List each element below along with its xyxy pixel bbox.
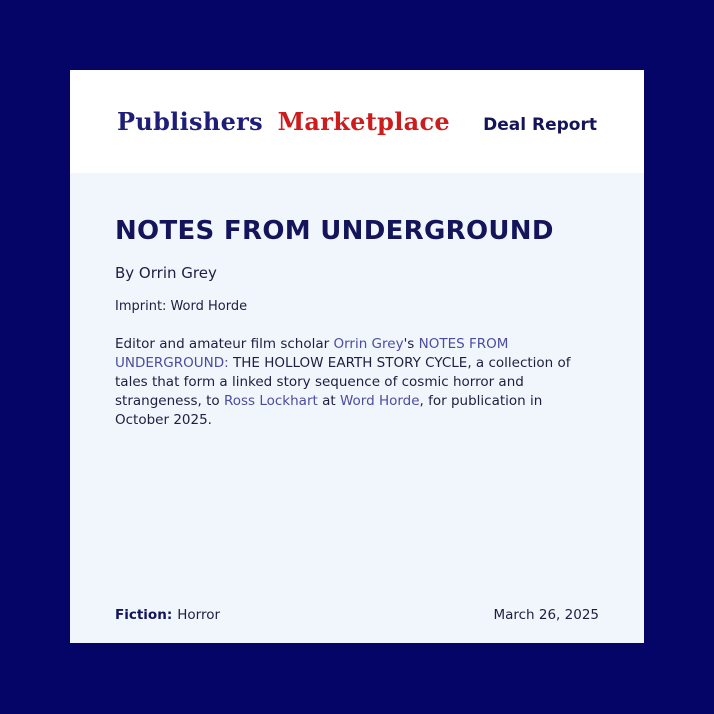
description-link[interactable]: Orrin Grey [333,335,404,352]
imprint-label: Imprint: [115,298,167,314]
description-link[interactable]: Ross Lockhart [223,392,318,409]
publishers-marketplace-logo[interactable] [117,107,450,136]
category-line [115,607,220,623]
deal-report-heading: Deal Report [483,115,597,135]
imprint-line [115,299,599,314]
imprint-value: Word Horde [170,298,248,314]
deal-date: March 26, 2025 [493,607,599,623]
category-label: Fiction: [115,607,173,623]
logo-text-marketplace: Marketplace [277,107,450,136]
author-byline: By Orrin Grey [115,263,217,282]
description-text: , for publication in October 2025. [115,392,543,428]
description-text: at [317,392,340,409]
deal-content [70,173,644,643]
category-value: Horror [177,607,221,623]
description-link[interactable]: Word Horde [339,392,420,409]
description-text: 's [403,335,419,352]
site-header [70,70,644,173]
description-link[interactable]: NOTES FROM UNDERGROUND: [115,335,509,371]
description-text: Editor and amateur film scholar [115,335,334,352]
description-text: THE HOLLOW EARTH STORY CYCLE, a collection of tales that form a linked story sequence of cosmic horror and strangeness, to [115,354,571,409]
logo-text-publishers: Publishers [117,107,263,136]
deal-meta-row [115,607,599,623]
deal-description [115,335,589,430]
deal-title: NOTES FROM UNDERGROUND [115,216,554,246]
deal-report-card [70,70,644,643]
